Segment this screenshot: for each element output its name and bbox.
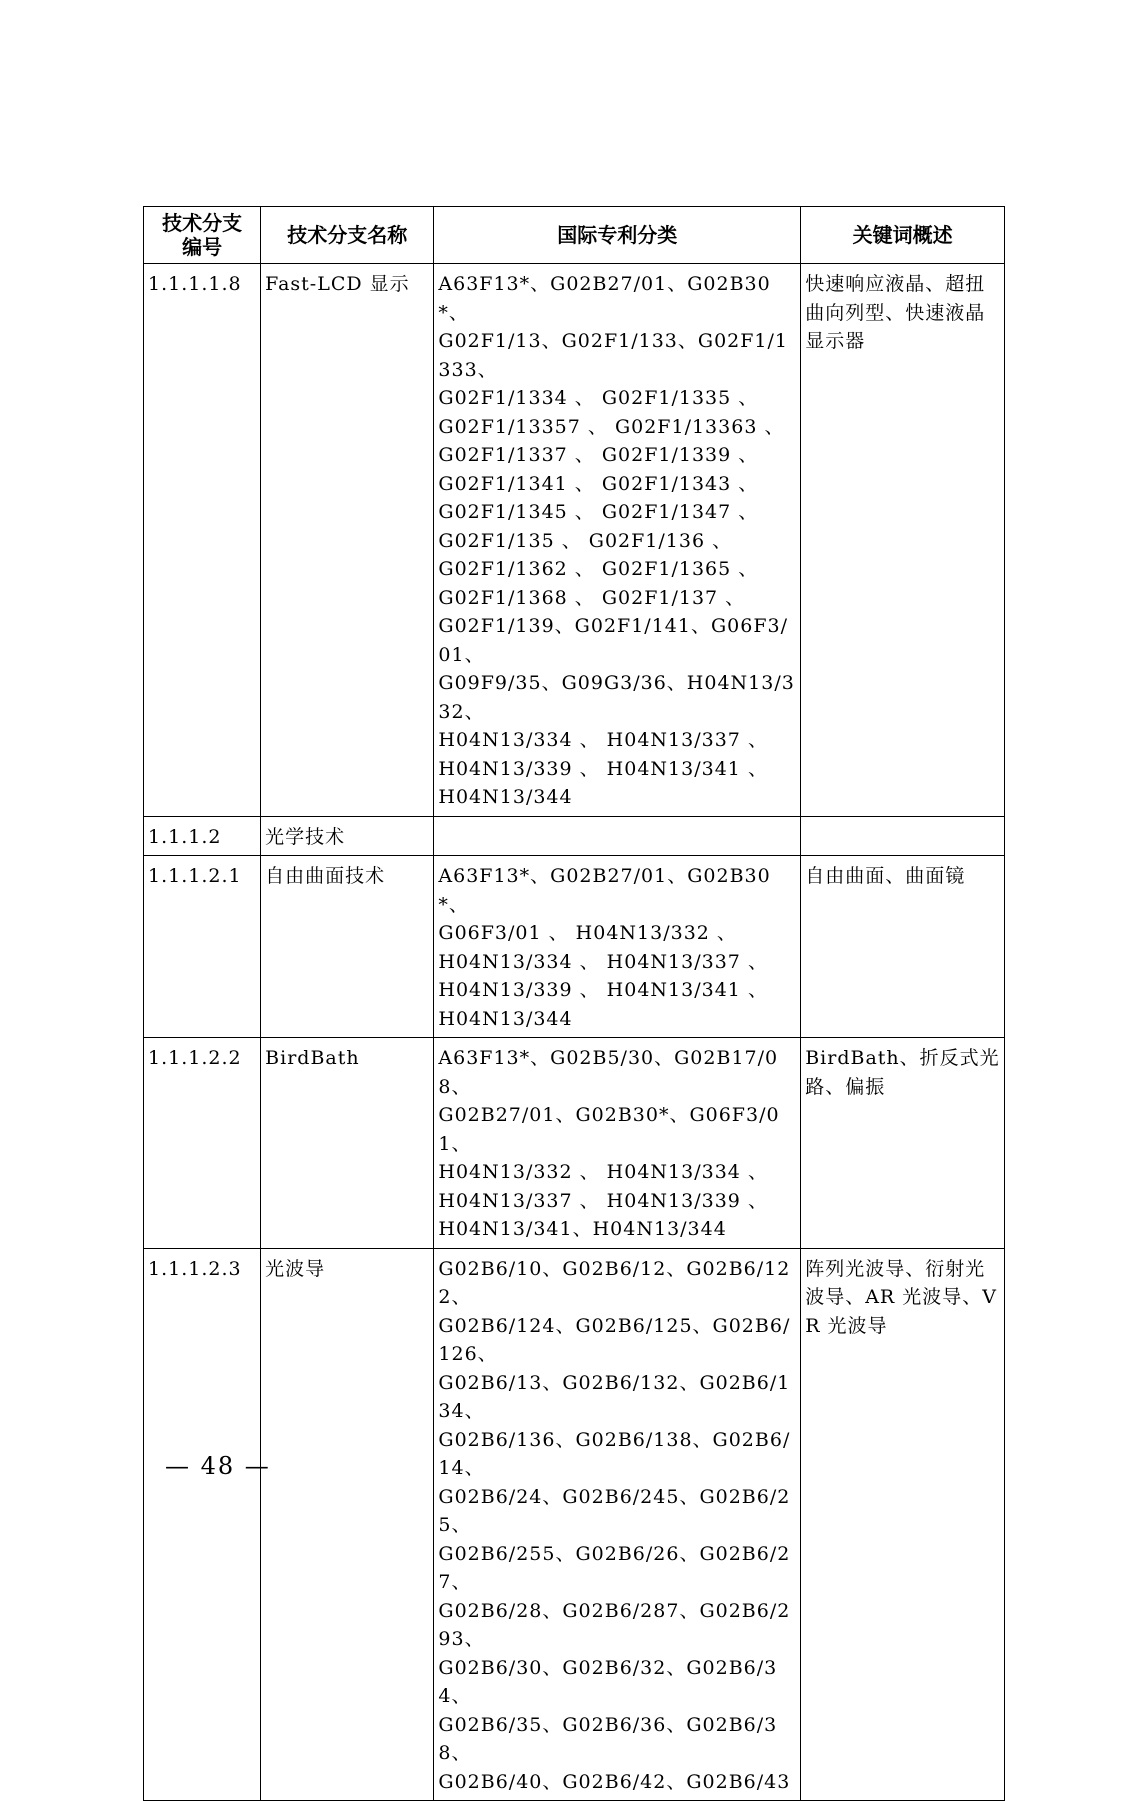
cell-branch-number: 1.1.1.1.8 — [144, 264, 261, 817]
cell-ipc — [434, 816, 801, 856]
table-row — [144, 1038, 1005, 1249]
cell-ipc: A63F13*、G02B27/01、G02B30*、 G06F3/01 、 H04N13/332 、 H04N13/334 、 H04N13/337 、 H04N13/339 、 H04N13/341 、 H04N13/344 — [434, 856, 801, 1038]
cell-branch-number: 1.1.1.2.2 — [144, 1038, 261, 1249]
cell-keywords: BirdBath、折反式光路、偏振 — [801, 1038, 1005, 1249]
page-number: — 48 — — [165, 1452, 271, 1480]
header-branch-number: 技术分支 编号 — [144, 207, 261, 264]
cell-branch-number: 1.1.1.2 — [144, 816, 261, 856]
cell-branch-name: 光学技术 — [261, 816, 434, 856]
header-ipc: 国际专利分类 — [434, 207, 801, 264]
table-row — [144, 856, 1005, 1038]
cell-branch-number: 1.1.1.2.3 — [144, 1248, 261, 1801]
cell-branch-name: 自由曲面技术 — [261, 856, 434, 1038]
cell-keywords: 快速响应液晶、超扭曲向列型、快速液晶显示器 — [801, 264, 1005, 817]
header-branch-name: 技术分支名称 — [261, 207, 434, 264]
cell-branch-name: BirdBath — [261, 1038, 434, 1249]
table-row — [144, 264, 1005, 817]
cell-ipc: G02B6/10、G02B6/12、G02B6/122、 G02B6/124、G02B6/125、G02B6/126、 G02B6/13、G02B6/132、G02B6/134、 G02B6/136、G02B6/138、G02B6/14、 G02B6/24、G02B6/245、G02B6/25、 G02B6/255、G02B6/26、G02B6/27、 G02B6/28、G02B6/287、G02B6/293、 G02B6/30、G02B6/32、G02B6/34、 G02B6/35、G02B6/36、G02B6/38、 G02B6/40、G02B6/42、G02B6/43 — [434, 1248, 801, 1801]
cell-branch-name: Fast-LCD 显示 — [261, 264, 434, 817]
cell-keywords — [801, 816, 1005, 856]
cell-branch-name: 光波导 — [261, 1248, 434, 1801]
cell-keywords: 自由曲面、曲面镜 — [801, 856, 1005, 1038]
cell-branch-number: 1.1.1.2.1 — [144, 856, 261, 1038]
table-row — [144, 816, 1005, 856]
table-header-row — [144, 207, 1005, 264]
cell-ipc: A63F13*、G02B5/30、G02B17/08、 G02B27/01、G02B30*、G06F3/01、 H04N13/332 、 H04N13/334 、 H04N13/337 、 H04N13/339 、 H04N13/341、H04N13/344 — [434, 1038, 801, 1249]
cell-ipc: A63F13*、G02B27/01、G02B30*、 G02F1/13、G02F1/133、G02F1/1333、 G02F1/1334 、 G02F1/1335 、 G02F1/13357 、 G02F1/13363 、 G02F1/1337 、 G02F1/1339 、 G02F1/1341 、 G02F1/1343 、 G02F1/1345 、 G02F1/1347 、 G02F1/135 、 G02F1/136 、 G02F1/1362 、 G02F1/1365 、 G02F1/1368 、 G02F1/137 、 G02F1/139、G02F1/141、G06F3/01、 G09F9/35、G09G3/36、H04N13/332、 H04N13/334 、 H04N13/337 、 H04N13/339 、 H04N13/341 、 H04N13/344 — [434, 264, 801, 817]
header-keywords: 关键词概述 — [801, 207, 1005, 264]
cell-keywords: 阵列光波导、衍射光波导、AR 光波导、VR 光波导 — [801, 1248, 1005, 1801]
table-row — [144, 1248, 1005, 1801]
patent-classification-table — [143, 206, 1005, 1801]
